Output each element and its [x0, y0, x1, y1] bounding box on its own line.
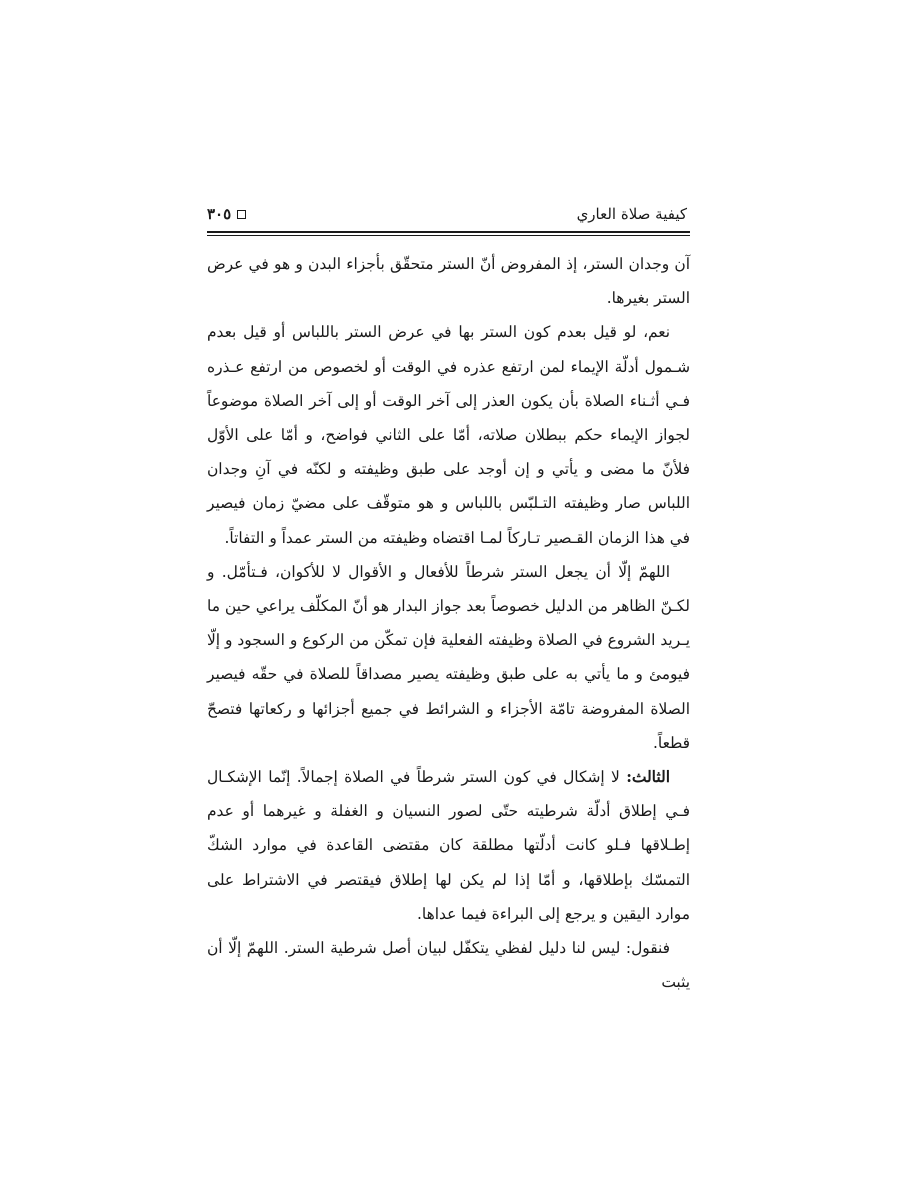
paragraph-5: [207, 931, 690, 999]
paragraph-text: فنقول: ليس لنا دليل لفظي يتكفّل لبيان أصل شرطية الستر. اللهمّ إلّا أن يثبت: [207, 939, 690, 992]
running-header: [207, 198, 687, 228]
header-rule: [207, 231, 690, 233]
running-title: كيفية صلاة العاري: [576, 205, 687, 223]
square-icon: [237, 210, 246, 219]
body-text: [207, 247, 690, 999]
paragraph-text: نعم، لو قيل بعدم كون الستر بها في عرض الستر باللباس أو قيل بعدم شـمول أدلّة الإيماء لمن ارتفع عذره في الوقت أو لخصوص من ارتفع عـذره فـي أثـناء الصلاة بأن يكون العذر إلى آخر الوقت أو إلى آخر الصلاة موضوعاً لجواز الإيماء حكم ببطلان صلاته، أمّا على الثاني فواضح، و أمّا على الأوّل فلأنّ ما مضى و يأتي و إن أوجد على طبق وظيفته و لكنّه في آنِ وجدان اللباس صار وظيفته التـلبّس باللباس و هو متوقّف على مضيّ زمان فيصير في هذا الزمان القـصير تـاركاً لمـا اقتضاه وظيفته من الستر عمداً و التفاتاً.: [207, 323, 690, 547]
paragraph-text: آن وجدان الستر، إذ المفروض أنّ الستر متحقّق بأجزاء البدن و هو في عرض الستر بغيرها.: [207, 255, 690, 308]
page-number: ٣٠٥: [207, 205, 232, 223]
paragraph-3: [207, 555, 690, 760]
header-rule-thin: [207, 235, 690, 236]
paragraph-text: اللهمّ إلّا أن يجعل الستر شرطاً للأفعال و الأقوال لا للأكوان، فـتأمّل. و لكـنّ الظاهر من الدليل خصوصاً بعد جواز البدار هو أنّ المكلّف يراعي حين ما يـريد الشروع في الصلاة وظيفته الفعلية فإن تمكّن من الركوع و السجود و إلّا فيومئ و ما يأتي به على طبق وظيفته يصير مصداقاً للصلاة في حقّه فيصير الصلاة المفروضة تامّة الأجزاء و الشرائط في جميع أجزائها و ركعاتها فتصحّ قطعاً.: [207, 562, 690, 752]
paragraph-lead: الثالث:: [626, 768, 670, 787]
paragraph-2: [207, 315, 690, 554]
page-number-group: [207, 204, 246, 224]
paragraph-text: لا إشكال في كون الستر شرطاً في الصلاة إجمالاً. إنّما الإشكـال فـي إطلاق أدلّة شرطيته حتّى لصور النسيان و الغفلة و غيرهما أو عدم إطـلاقها فـلو كانت أدلّتها مطلقة كان مقتضى القاعدة في موارد الشكّ التمسّك بإطلاقها، و أمّا إذا لم يكن لها إطلاق فيقتصر في الاشتراط على موارد اليقين و يرجع إلى البراءة فيما عداها.: [207, 768, 690, 923]
paragraph-1: [207, 247, 690, 315]
paragraph-4: [207, 760, 690, 931]
